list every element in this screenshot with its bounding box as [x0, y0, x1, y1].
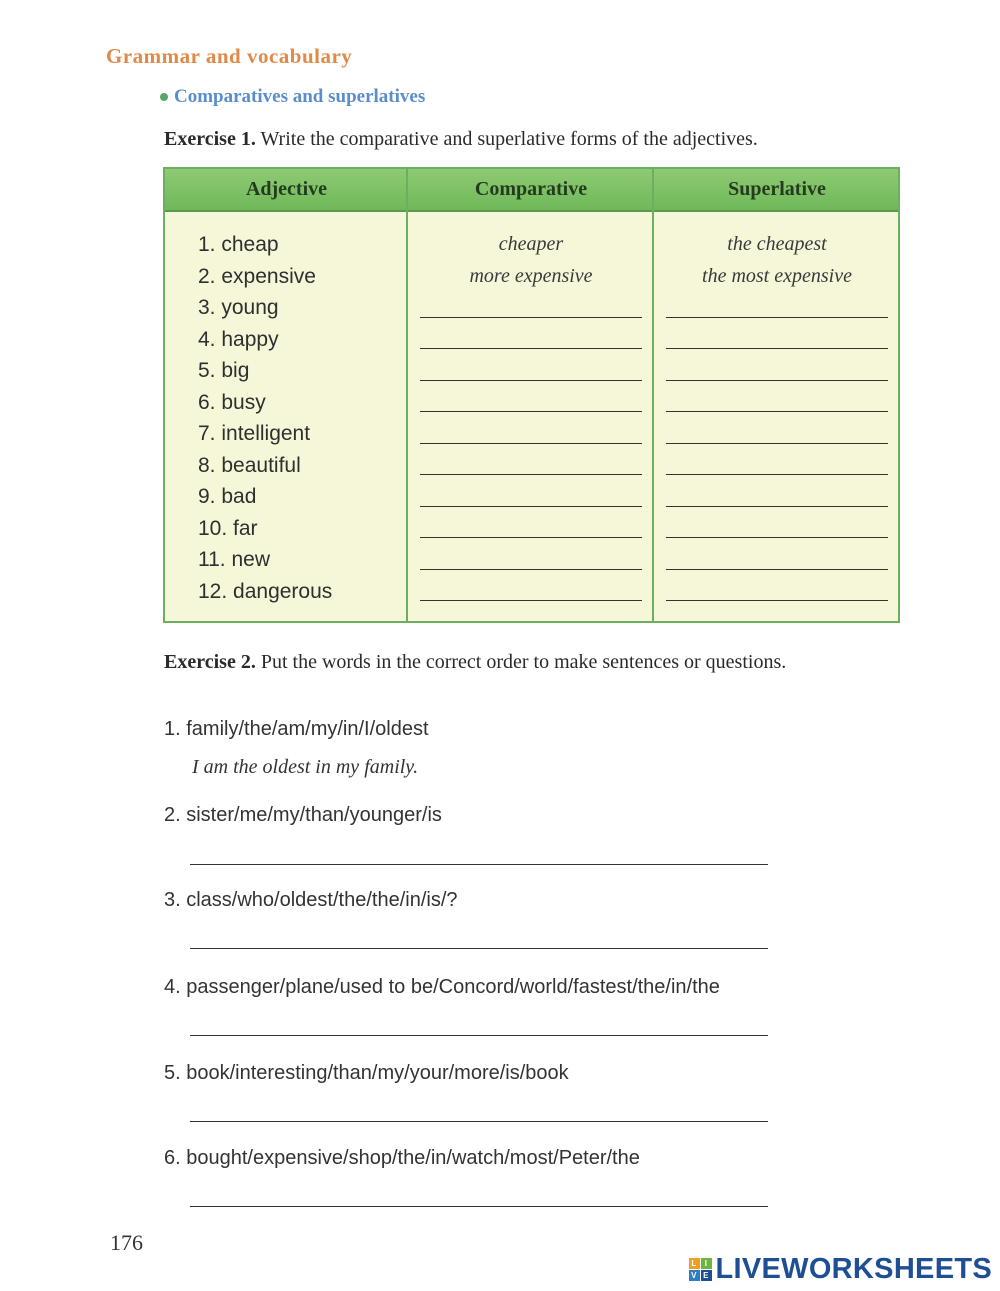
adjective-item: 4. happy — [198, 327, 279, 351]
superlative-answer[interactable] — [656, 292, 898, 324]
exercise2-heading — [164, 647, 904, 678]
superlative-answer: the cheapest — [727, 233, 827, 255]
exercise1-heading — [164, 124, 904, 155]
comparative-answer[interactable] — [410, 481, 652, 513]
column-divider — [652, 169, 654, 621]
comparative-answer[interactable] — [410, 544, 652, 576]
adjective-item: 5. big — [198, 359, 250, 382]
exercise2-instruction: Put the words in the correct order to make sentences or questions. — [260, 651, 787, 673]
adjective-item: 6. busy — [198, 390, 266, 414]
section-title: Grammar and vocabulary — [106, 44, 353, 68]
superlative-answer[interactable] — [656, 544, 898, 576]
adjective-item: 8. beautiful — [198, 453, 301, 477]
superlative-answer: the most expensive — [702, 264, 852, 287]
brand-name: LIVEWORKSHEETS — [715, 1253, 992, 1285]
comparative-answer[interactable] — [410, 418, 652, 450]
adjective-item: 2. expensive — [198, 264, 316, 288]
ex2-answer-line-5[interactable] — [190, 1121, 768, 1122]
superlative-answer[interactable] — [656, 324, 898, 356]
adjective-item: 3. young — [198, 296, 279, 319]
comparative-answer[interactable] — [410, 292, 652, 324]
ex2-answer-line-4[interactable] — [190, 1035, 768, 1036]
bullet-icon — [160, 93, 168, 101]
ex2-answer-line-2[interactable] — [190, 864, 768, 865]
subsection-label: Comparatives and superlatives — [174, 86, 426, 107]
forms-table — [163, 167, 900, 623]
adjective-list — [198, 229, 332, 607]
liveworksheets-logo-icon: L I V E — [689, 1258, 712, 1281]
exercise1-label: Exercise 1. — [164, 128, 256, 150]
superlative-answer[interactable] — [656, 481, 898, 513]
ex2-prompt-5: 5. book/interesting/than/my/your/more/is/book — [164, 1062, 569, 1084]
header-superlative: Superlative — [728, 178, 826, 200]
superlative-answer[interactable] — [656, 418, 898, 450]
subsection-title — [160, 86, 425, 108]
adjective-item: 11. new — [198, 548, 270, 571]
liveworksheets-brand[interactable] — [689, 1253, 993, 1286]
adjective-item: 10. far — [198, 516, 258, 540]
ex2-prompt-2: 2. sister/me/my/than/younger/is — [164, 804, 442, 826]
column-divider — [406, 169, 408, 621]
comparative-column — [410, 229, 652, 607]
adjective-item: 1. cheap — [198, 233, 279, 256]
ex2-prompt-4: 4. passenger/plane/used to be/Concord/world/fastest/the/in/the — [164, 976, 720, 998]
superlative-answer[interactable] — [656, 450, 898, 482]
header-comparative: Comparative — [474, 178, 588, 200]
exercise2-label: Exercise 2. — [164, 651, 256, 673]
comparative-answer[interactable] — [410, 513, 652, 545]
comparative-answer: more expensive — [469, 264, 593, 287]
superlative-answer[interactable] — [656, 576, 898, 608]
exercise1-instruction: Write the comparative and superlative forms of the adjectives. — [260, 128, 758, 150]
ex2-answer-line-6[interactable] — [190, 1206, 768, 1207]
ex2-prompt-6: 6. bought/expensive/shop/the/in/watch/most/Peter/the — [164, 1147, 640, 1169]
comparative-answer[interactable] — [410, 576, 652, 608]
superlative-answer[interactable] — [656, 513, 898, 545]
table-header — [165, 169, 898, 212]
ex2-answer-line-3[interactable] — [190, 948, 768, 949]
adjective-item: 9. bad — [198, 485, 257, 508]
comparative-answer[interactable] — [410, 450, 652, 482]
adjective-item: 12. dangerous — [198, 579, 333, 603]
adjective-item: 7. intelligent — [198, 422, 311, 445]
comparative-answer[interactable] — [410, 324, 652, 356]
comparative-answer: cheaper — [498, 233, 564, 255]
header-adjective: Adjective — [245, 178, 328, 200]
superlative-answer[interactable] — [656, 355, 898, 387]
comparative-answer[interactable] — [410, 355, 652, 387]
ex2-prompt-3: 3. class/who/oldest/the/the/in/is/? — [164, 889, 458, 911]
superlative-answer[interactable] — [656, 387, 898, 419]
ex2-answer-1: I am the oldest in my family. — [192, 756, 419, 778]
superlative-column — [656, 229, 898, 607]
ex2-prompt-1: 1. family/the/am/my/in/I/oldest — [164, 718, 429, 740]
comparative-answer[interactable] — [410, 387, 652, 419]
page-number: 176 — [110, 1230, 143, 1255]
